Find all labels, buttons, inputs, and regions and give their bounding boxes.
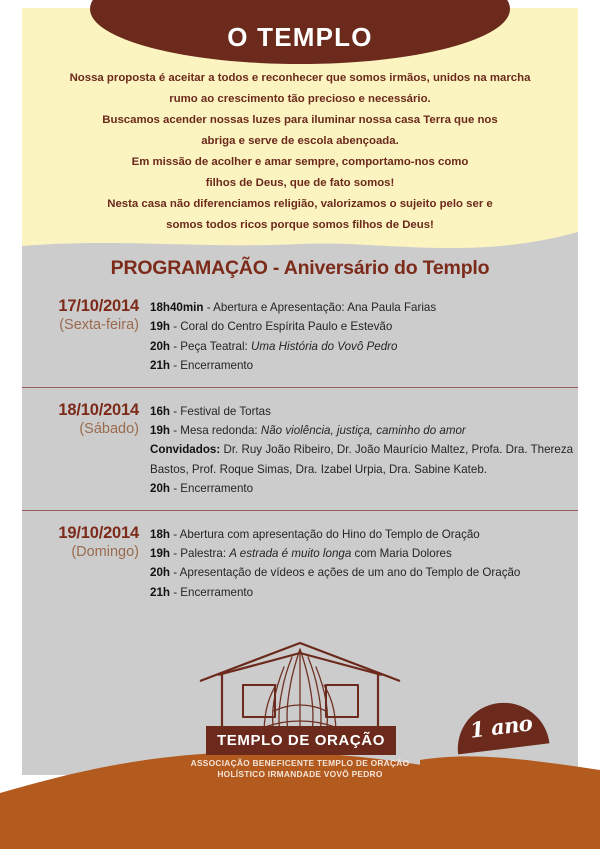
schedule-date-column: [22, 400, 150, 499]
schedule-weekday: (Domingo): [71, 543, 139, 560]
schedule-day-block: [0, 400, 600, 499]
logo-nameplate-text: TEMPLO DE ORAÇÃO: [217, 732, 385, 749]
schedule-day-block: [0, 296, 600, 376]
schedule-item-time: 21h: [150, 359, 170, 373]
org-line-1: ASSOCIAÇÃO BENEFICENTE TEMPLO DE ORAÇÃO: [190, 758, 410, 768]
schedule-date-column: [22, 523, 150, 603]
schedule-divider: [22, 387, 578, 388]
schedule-item-time: 20h: [150, 566, 170, 580]
schedule-item-time: 18h40min: [150, 301, 204, 314]
schedule-weekday: (Sexta-feira): [59, 317, 139, 333]
schedule-date-column: [22, 296, 150, 376]
schedule-item-time: 19h: [150, 320, 170, 334]
intro-line: rumo ao crescimento tão precioso e necessário.: [169, 93, 431, 105]
schedule-item: 16h - Festival de Tortas: [150, 404, 271, 418]
schedule-divider: [22, 510, 578, 511]
schedule-item: 20h - Apresentação de vídeos e ações de um ano do Templo de Oração: [150, 566, 521, 580]
schedule-item-time: 18h: [150, 527, 170, 541]
programme-title: PROGRAMAÇÃO - Aniversário do Templo: [110, 257, 490, 279]
schedule-list: [0, 296, 600, 602]
intro-line: filhos de Deus, que de fato somos!: [205, 177, 395, 189]
schedule-item: Convidados: Dr. Ruy João Ribeiro, Dr. João Maurício Maltez, Profa. Dra. Thereza Bastos, Prof. Roque Simas, Dra. Izabel Urpia, Dra. Sabine Kateb.: [150, 443, 574, 476]
intro-line: somos todos ricos porque somos filhos de Deus!: [166, 219, 434, 231]
schedule-items: [150, 523, 578, 603]
org-line-2: HOLÍSTICO IRMANDADE VOVÔ PEDRO: [217, 769, 383, 779]
schedule-item-time: 20h: [150, 339, 170, 353]
intro-line: abriga e serve de escola abençoada.: [201, 135, 399, 147]
anniversary-badge-text: 1 ano: [468, 710, 534, 743]
schedule-item: 18h - Abertura com apresentação do Hino do Templo de Oração: [150, 527, 480, 541]
schedule-item: 19h - Mesa redonda: Não violência, justiça, caminho do amor: [150, 424, 466, 438]
schedule-item-emphasis: A estrada é muito longa: [229, 547, 352, 561]
schedule-item-time: 20h: [150, 482, 170, 496]
schedule-item-time: 19h: [150, 424, 170, 438]
schedule-item-time: 16h: [150, 404, 170, 418]
schedule-item: 18h40min - Abertura e Apresentação: Ana Paula Farias: [150, 301, 437, 314]
page-title: O TEMPLO: [227, 22, 373, 52]
schedule-item: 19h - Palestra: A estrada é muito longa com Maria Dolores: [150, 547, 452, 561]
schedule-item-time: Convidados:: [150, 443, 221, 457]
schedule-weekday: (Sábado): [79, 420, 139, 437]
schedule-date: 19/10/2014: [58, 523, 139, 542]
schedule-item-emphasis: Uma História do Vovô Pedro: [250, 339, 398, 353]
logo-nameplate: [206, 726, 396, 755]
schedule-item-time: 21h: [150, 585, 170, 599]
schedule-item-emphasis: Não violência, justiça, caminho do amor: [260, 424, 466, 438]
organization-info: [0, 758, 600, 780]
schedule-item-time: 19h: [150, 547, 170, 561]
intro-paragraph: [40, 68, 560, 236]
schedule-items: [150, 400, 578, 499]
schedule-day-block: [0, 523, 600, 603]
schedule-date: 18/10/2014: [58, 400, 139, 419]
schedule-item: 21h - Encerramento: [150, 585, 254, 599]
schedule-date: 17/10/2014: [58, 297, 139, 315]
schedule-item: 21h - Encerramento: [150, 359, 254, 373]
intro-line: Nossa proposta é aceitar a todos e reconhecer que somos irmãos, unidos na marcha: [69, 72, 531, 84]
intro-line: Em missão de acolher e amar sempre, comportamo-nos como: [131, 156, 469, 168]
schedule-item: 20h - Peça Teatral: Uma História do Vovô Pedro: [150, 339, 398, 353]
schedule-item: 19h - Coral do Centro Espírita Paulo e Estevão: [150, 320, 393, 334]
schedule-item: 20h - Encerramento: [150, 482, 254, 496]
schedule-items: [150, 296, 578, 376]
intro-line: Buscamos acender nossas luzes para iluminar nossa casa Terra que nos: [102, 114, 498, 126]
intro-line: Nesta casa não diferenciamos religião, valorizamos o sujeito pelo ser e: [107, 198, 493, 210]
